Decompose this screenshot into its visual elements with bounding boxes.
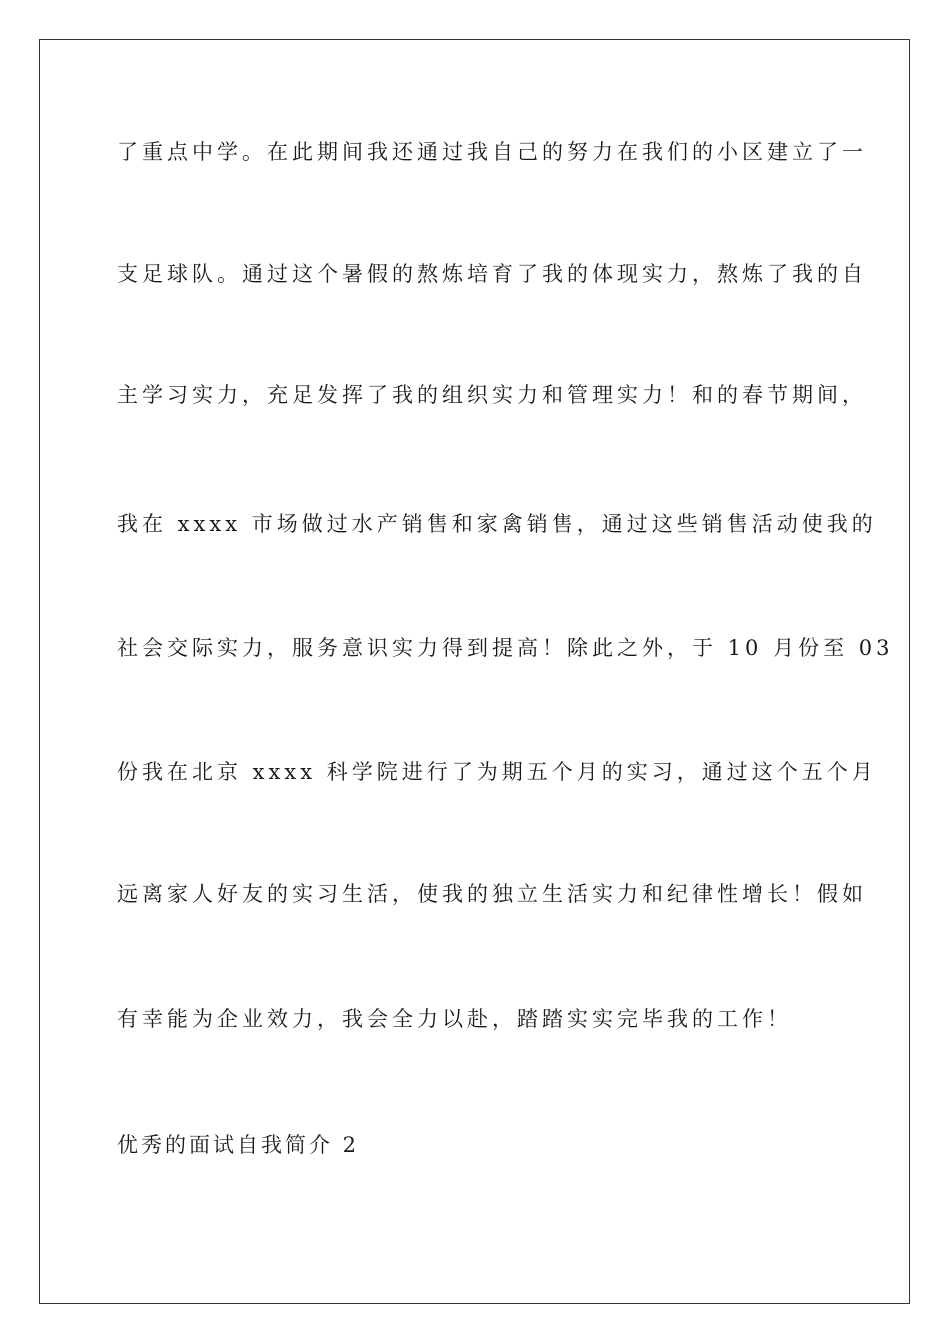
paragraph-line-3: 主学习实力，充足发挥了我的组织实力和管理实力！和的春节期间， — [117, 383, 867, 407]
paragraph-line-8: 有幸能为企业效力，我会全力以赴，踏踏实实完毕我的工作！ — [117, 1007, 792, 1031]
page-border — [39, 39, 910, 1304]
paragraph-line-1: 了重点中学。在此期间我还通过我自己的努力在我们的小区建立了一 — [117, 140, 867, 164]
paragraph-line-4: 我在 xxxx 市场做过水产销售和家禽销售，通过这些销售活动使我的 — [117, 512, 877, 536]
paragraph-line-6: 份我在北京 xxxx 科学院进行了为期五个月的实习，通过这个五个月 — [117, 760, 877, 784]
paragraph-line-2: 支足球队。通过这个暑假的熬炼培育了我的体现实力，熬炼了我的自 — [117, 262, 867, 286]
section-heading: 优秀的面试自我简介 2 — [117, 1133, 360, 1157]
paragraph-line-5: 社会交际实力，服务意识实力得到提高！除此之外，于 10 月份至 03 — [117, 636, 894, 660]
paragraph-line-7: 远离家人好友的实习生活，使我的独立生活实力和纪律性增长！假如 — [117, 882, 867, 906]
